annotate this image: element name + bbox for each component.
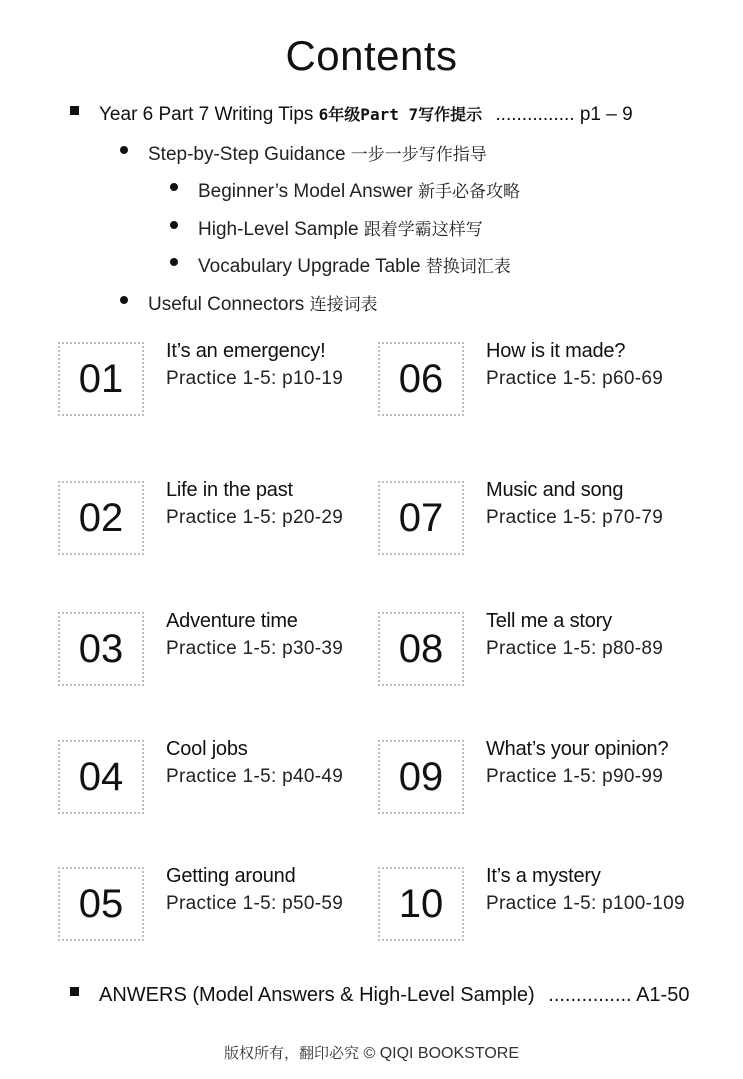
unit-number: 07 — [378, 481, 464, 555]
unit-number: 03 — [58, 612, 144, 686]
unit-pages: Practice 1-5: p70-79 — [486, 507, 664, 528]
toc-part-writing-tips[interactable] — [70, 102, 633, 126]
toc-answers[interactable] — [70, 984, 689, 1007]
guidance-item-en: High-Level Sample — [198, 219, 359, 240]
part-label-cn: 6年级Part 7写作提示 — [318, 105, 483, 124]
unit-entry[interactable] — [378, 867, 708, 947]
leader-dots: ............... — [495, 104, 575, 125]
toc-guidance-item[interactable] — [170, 252, 511, 278]
unit-number: 10 — [378, 867, 464, 941]
dot-bullet-icon — [170, 258, 178, 266]
square-bullet-icon — [70, 106, 79, 115]
guidance-item-en: Beginner’s Model Answer — [198, 181, 413, 202]
unit-entry[interactable] — [378, 740, 708, 820]
leader-dots: ............... — [548, 984, 632, 1006]
unit-title: Cool jobs — [166, 738, 248, 760]
dot-bullet-icon — [120, 146, 128, 154]
unit-number: 05 — [58, 867, 144, 941]
part-label-en: Year 6 Part 7 Writing Tips — [99, 104, 314, 125]
unit-pages: Practice 1-5: p10-19 — [166, 368, 344, 389]
toc-guidance[interactable] — [120, 140, 487, 166]
unit-pages: Practice 1-5: p100-109 — [486, 893, 685, 914]
part-pages: p1 – 9 — [579, 104, 633, 125]
dot-bullet-icon — [170, 183, 178, 191]
unit-number: 09 — [378, 740, 464, 814]
unit-entry[interactable] — [58, 481, 388, 561]
guidance-item-en: Vocabulary Upgrade Table — [198, 256, 421, 277]
connectors-en: Useful Connectors — [148, 294, 305, 315]
page-title: Contents — [285, 32, 458, 79]
toc-guidance-item[interactable] — [170, 177, 520, 203]
unit-entry[interactable] — [58, 867, 388, 947]
guidance-item-cn: 跟着学霸这样写 — [363, 220, 483, 240]
dot-bullet-icon — [170, 221, 178, 229]
answers-label: ANWERS (Model Answers & High-Level Sample) — [99, 984, 535, 1006]
guidance-item-cn: 新手必备攻略 — [418, 182, 521, 202]
guidance-en: Step-by-Step Guidance — [148, 144, 346, 165]
answers-pages: A1-50 — [636, 984, 690, 1006]
unit-number: 08 — [378, 612, 464, 686]
unit-number: 01 — [58, 342, 144, 416]
unit-entry[interactable] — [58, 612, 388, 692]
unit-pages: Practice 1-5: p20-29 — [166, 507, 344, 528]
copyright-footer — [0, 1042, 743, 1063]
toc-connectors[interactable] — [120, 290, 378, 316]
connectors-cn: 连接词表 — [309, 295, 378, 315]
unit-title: Tell me a story — [486, 610, 612, 632]
unit-number: 02 — [58, 481, 144, 555]
unit-title: How is it made? — [486, 340, 626, 362]
unit-pages: Practice 1-5: p40-49 — [166, 766, 344, 787]
unit-pages: Practice 1-5: p50-59 — [166, 893, 344, 914]
guidance-cn: 一步一步写作指导 — [350, 145, 487, 165]
unit-number: 06 — [378, 342, 464, 416]
unit-title: Music and song — [486, 479, 624, 501]
unit-entry[interactable] — [378, 612, 708, 692]
dot-bullet-icon — [120, 296, 128, 304]
unit-title: What’s your opinion? — [486, 738, 669, 760]
toc-guidance-item[interactable] — [170, 215, 483, 241]
unit-pages: Practice 1-5: p80-89 — [486, 638, 664, 659]
copyright-en: © QIQI BOOKSTORE — [363, 1045, 519, 1062]
unit-entry[interactable] — [378, 342, 708, 422]
copyright-cn: 版权所有，翻印必究 — [224, 1044, 360, 1062]
unit-title: Getting around — [166, 865, 296, 887]
unit-pages: Practice 1-5: p60-69 — [486, 368, 664, 389]
unit-title: Life in the past — [166, 479, 293, 501]
guidance-item-cn: 替换词汇表 — [425, 257, 511, 277]
unit-title: Adventure time — [166, 610, 298, 632]
unit-entry[interactable] — [58, 740, 388, 820]
unit-pages: Practice 1-5: p30-39 — [166, 638, 344, 659]
unit-number: 04 — [58, 740, 144, 814]
unit-pages: Practice 1-5: p90-99 — [486, 766, 664, 787]
unit-title: It’s a mystery — [486, 865, 601, 887]
unit-entry[interactable] — [378, 481, 708, 561]
unit-title: It’s an emergency! — [166, 340, 326, 362]
unit-entry[interactable] — [58, 342, 388, 422]
square-bullet-icon — [70, 987, 79, 996]
